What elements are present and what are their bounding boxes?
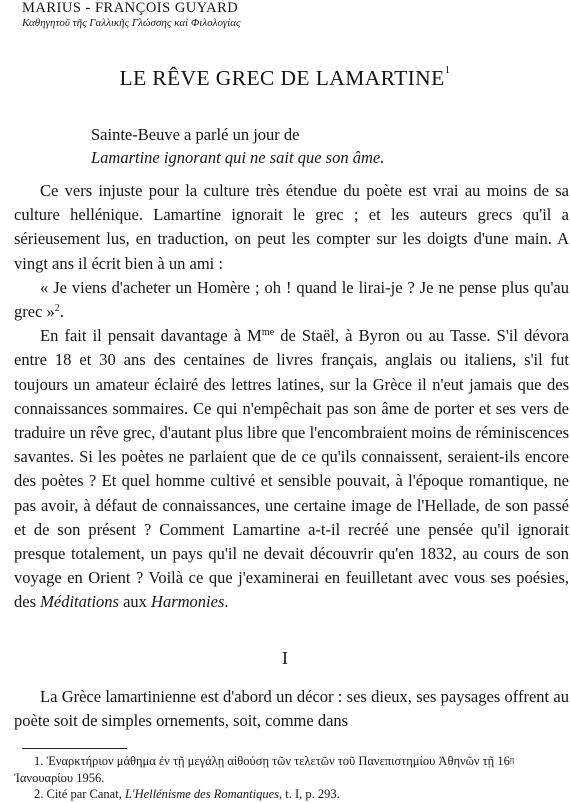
title-text: LE RÊVE GREC DE LAMARTINE [119,66,445,90]
paragraph-2-text: « Je viens d'acheter un Homère ; oh ! quand le lirai-je ? Je ne pense plus qu'au grec » [14,277,569,322]
epigraph-line-1: Sainte-Beuve a parlé un jour de [91,125,300,144]
epigraph-line-2: Lamartine ignorant qui ne sait que son âme. [91,148,385,167]
epigraph [91,123,384,169]
paragraph-3-text-c: aux [118,592,152,612]
work-title-harmonies: Harmonies [151,592,225,612]
footnote-divider [22,748,127,749]
footnote-2-book-title: L'Hellénisme des Romantiques [124,787,279,801]
paragraph-4: La Grèce lamartinienne est d'abord un décor : ses dieux, ses paysages offrent au poète soit de simples ornements, soit, comme dans [14,687,569,731]
footnote-2 [14,786,570,803]
work-title-meditations: Méditations [40,592,119,612]
body-text-bottom [14,685,569,733]
body-text-top [14,179,569,615]
paragraph-2-end: . [59,302,64,322]
section-heading: I [282,648,288,668]
footnote-mark-2[interactable]: 2 [54,303,60,315]
footnote-2-text-a: 2. Cité par Canat, [34,787,125,801]
paragraph-1: Ce vers injuste pour la culture très étendue du poète est vrai au moins de sa culture hellénique. Lamartine ignorait le grec ; et les auteurs grecs qu'il a sérieusement lus, en traduction, on peut les compter sur les doigts d'une main. A vingt ans il écrit bien à un ami : [14,181,569,273]
article-title [0,66,570,91]
paragraph-3-end: . [224,592,229,612]
paragraph-2 [14,276,569,324]
author-affiliation: Καθηγητοῦ τῆς Γαλλικῆς Γλώσσης καὶ Φιλολογίας [22,17,241,29]
footnote-2-text-b: , t. I, p. 293. [279,787,340,801]
footnote-1 [14,753,564,786]
author-name: MARIUS - FRANÇOIS GUYARD [22,0,239,16]
paragraph-3-superscript: me [261,327,275,339]
footnote-1-superscript: ῃ [509,755,515,764]
title-footnote-mark[interactable]: 1 [444,64,451,76]
paragraph-3-text-b: de Staël, à Byron ou au Tasse. S'il dévora entre 18 et 30 ans des centaines de livres français, anglais ou italiens, s'il fut toujours un amateur éclairé des lettres latines, sur la Grèce il n'eut jamais que des connaissances sommaires. Ce qui n'empêchait pas son âme de porter et ses vers de traduire un rêve grec, d'autant plus libre que l'encombraient moins de réminiscences savantes. Si les poètes ne parlaient que de ce qu'ils connaissent, seraient-ils encore des poètes ? Et quel homme cultivé et sensible pouvait, à l'époque romantique, ne pas avoir, à défaut de connaissances, une certaine image de l'Hellade, de son passé et de son présent ? Comment Lamartine a-t-il recréé une pensée qu'il ignorait presque totalement, un pays qu'il ne devait découvrir qu'en 1832, au cours de son voyage en Orient ? Voilà ce que j'examinerai en feuilletant avec vous ses poésies, des [14,326,570,612]
footnote-1-text-a: 1. Ἐναρκτήριον μάθημα ἐν τῇ μεγάλῃ αἰθούσῃ τῶν τελετῶν τοῦ Πανεπιστημίου Ἀθηνῶν τῇ 16 [34,754,510,768]
paragraph-3-text-a: En fait il pensait davantage à M [40,326,262,346]
footnote-1-text-b: Ἰανουαρίου 1956. [14,770,105,785]
paragraph-3 [14,324,569,614]
